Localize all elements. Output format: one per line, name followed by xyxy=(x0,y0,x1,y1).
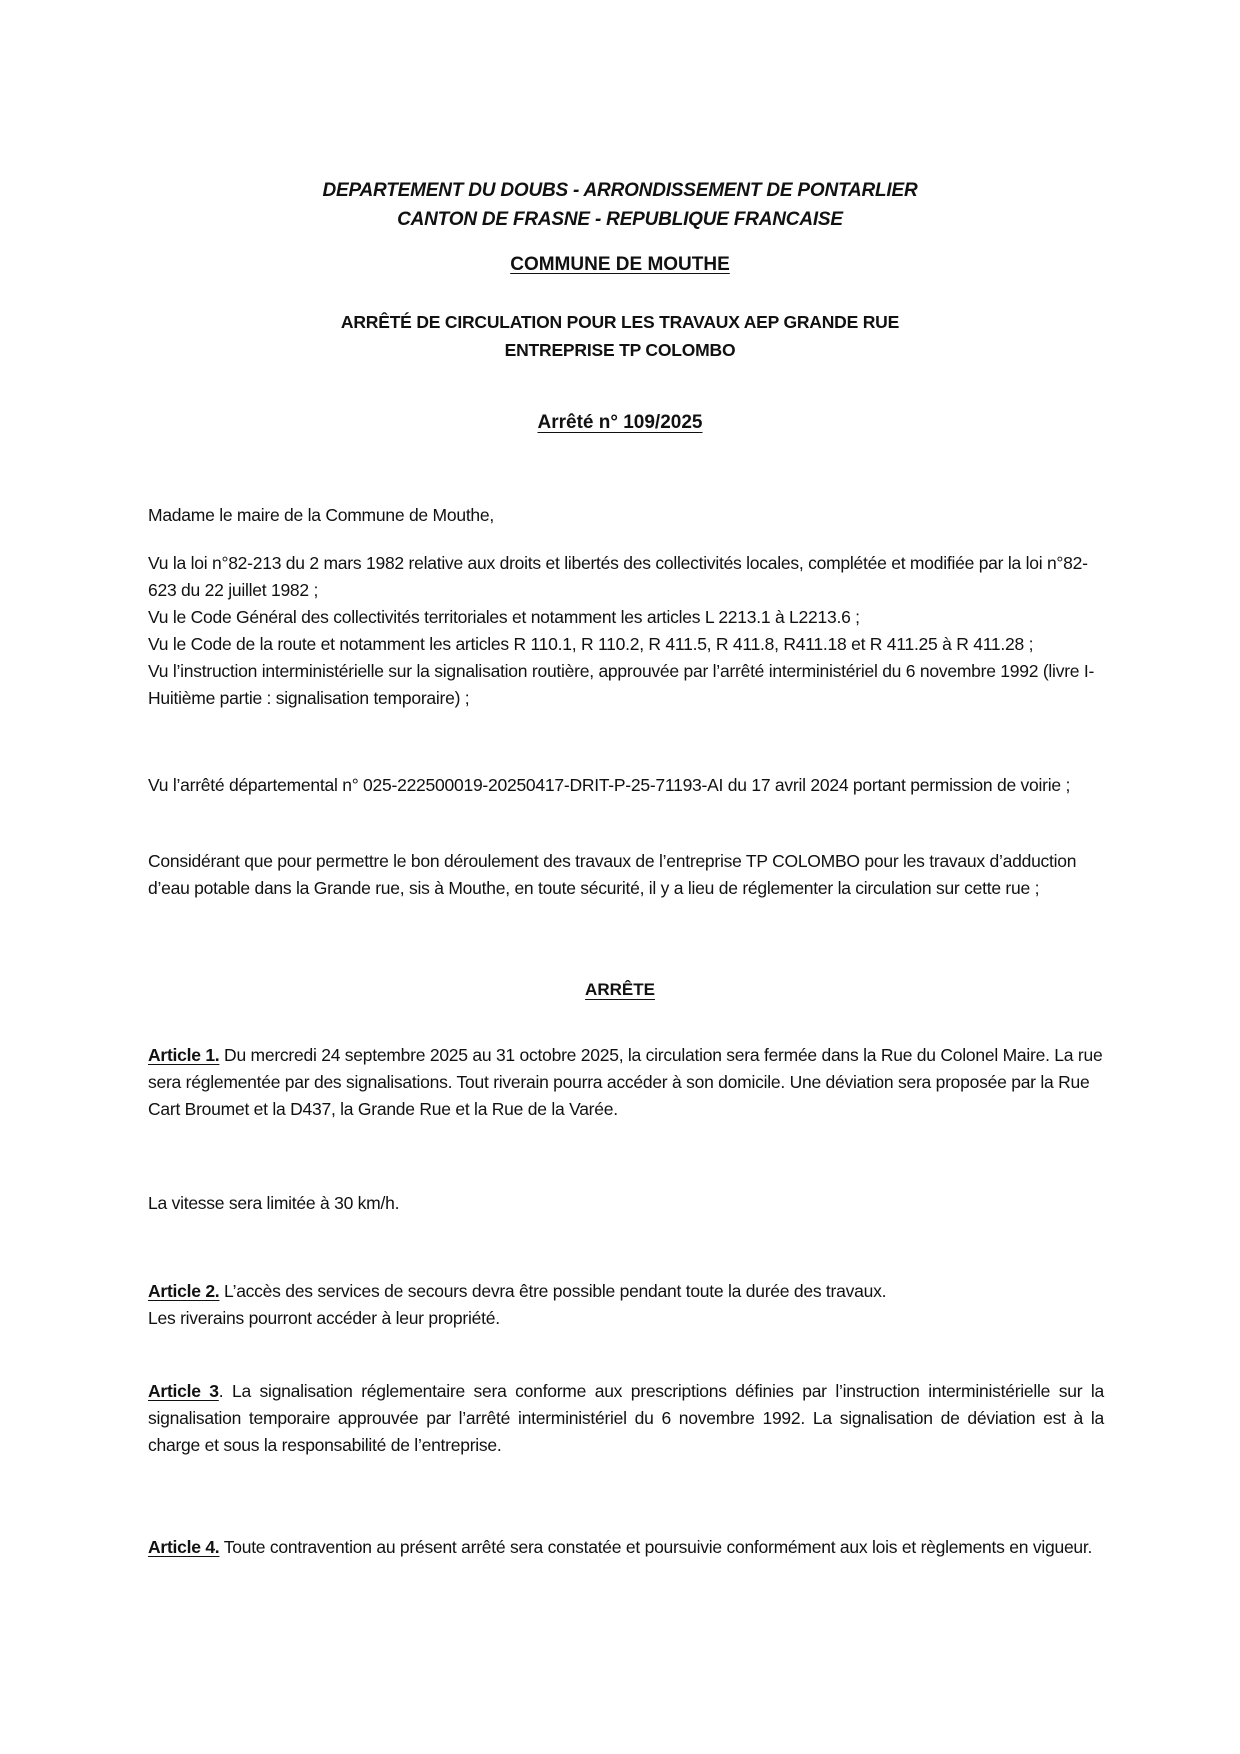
article-label: Article 1. xyxy=(148,1045,220,1065)
article-4 xyxy=(148,1534,1104,1561)
article-text: Toute contravention au présent arrêté sera constatée et poursuivie conformément aux lois et règlements en vigueur. xyxy=(219,1537,1093,1557)
arrete-heading-block xyxy=(0,980,1240,1000)
article-1-extra xyxy=(148,1190,1104,1217)
considerant xyxy=(148,848,1104,902)
header-line-1: DEPARTEMENT DU DOUBS - ARRONDISSEMENT DE PONTARLIER xyxy=(322,180,918,201)
article-extra-text: Les riverains pourront accéder à leur propriété. xyxy=(148,1308,500,1328)
vu-departemental-text: Vu l’arrêté départemental n° 025-222500019-20250417-DRIT-P-25-71193-AI du 17 avril 2024 portant permission de voirie ; xyxy=(148,775,1071,795)
vu-departemental xyxy=(148,772,1104,799)
article-extra-text: La vitesse sera limitée à 30 km/h. xyxy=(148,1193,400,1213)
article-label: Article 4. xyxy=(148,1537,220,1557)
article-label: Article 2. xyxy=(148,1281,220,1301)
article-text: Du mercredi 24 septembre 2025 au 31 octobre 2025, la circulation sera fermée dans la Rue du Colonel Maire. La rue sera réglementée par des signalisations. Tout riverain pourra accéder à son domicile. Une déviation sera proposée par la Rue Cart Broumet et la D437, la Grande Rue et la Rue de la Varée. xyxy=(148,1045,1103,1119)
arrete-heading: ARRÊTE xyxy=(585,980,655,999)
commune-name: COMMUNE DE MOUTHE xyxy=(510,254,730,275)
arrete-number-block xyxy=(0,412,1240,434)
article-label: Article 3 xyxy=(148,1381,219,1401)
commune-block xyxy=(0,254,1240,276)
considerant-text: Considérant que pour permettre le bon déroulement des travaux de l’entreprise TP COLOMBO pour les travaux d’adduction d’eau potable dans la Grande rue, sis à Mouthe, en toute sécurité, il y a lieu de réglementer la circulation sur cette rue ; xyxy=(148,851,1077,898)
vu-item: Vu le Code Général des collectivités territoriales et notamment les articles L 2213.1 à L2213.6 ; xyxy=(148,607,860,627)
vu-item: Vu l’instruction interministérielle sur la signalisation routière, approuvée par l’arrêté interministériel du 6 novembre 1992 (livre I- Huitième partie : signalisation temporaire) ; xyxy=(148,661,1095,708)
article-3 xyxy=(148,1378,1104,1459)
article-2 xyxy=(148,1278,1104,1332)
header-department xyxy=(0,176,1240,234)
article-text: . La signalisation réglementaire sera conforme aux prescriptions définies par l’instruction interministérielle sur la signalisation temporaire approuvée par l’arrêté interministériel du 6 novembre 1992. La signalisation de déviation est à la charge et sous la responsabilité de l’entreprise. xyxy=(148,1381,1105,1455)
vu-item: Vu le Code de la route et notamment les articles R 110.1, R 110.2, R 411.5, R 411.8, R411.18 et R 411.25 à R 411.28 ; xyxy=(148,634,1034,654)
arrete-number: Arrêté n° 109/2025 xyxy=(537,412,703,433)
vu-list xyxy=(148,550,1104,712)
document-title xyxy=(0,308,1240,364)
vu-item: Vu la loi n°82-213 du 2 mars 1982 relative aux droits et libertés des collectivités locales, complétée et modifiée par la loi n°82-623 du 22 juillet 1982 ; xyxy=(148,553,1088,600)
article-text: L’accès des services de secours devra être possible pendant toute la durée des travaux. xyxy=(219,1281,887,1301)
salutation xyxy=(148,502,1104,529)
header-line-2: CANTON DE FRASNE - REPUBLIQUE FRANCAISE xyxy=(397,209,843,230)
title-line-2: ENTREPRISE TP COLOMBO xyxy=(504,340,736,360)
article-1 xyxy=(148,1042,1104,1123)
salutation-text: Madame le maire de la Commune de Mouthe, xyxy=(148,505,495,525)
title-line-1: ARRÊTÉ DE CIRCULATION POUR LES TRAVAUX AEP GRANDE RUE xyxy=(340,312,900,332)
